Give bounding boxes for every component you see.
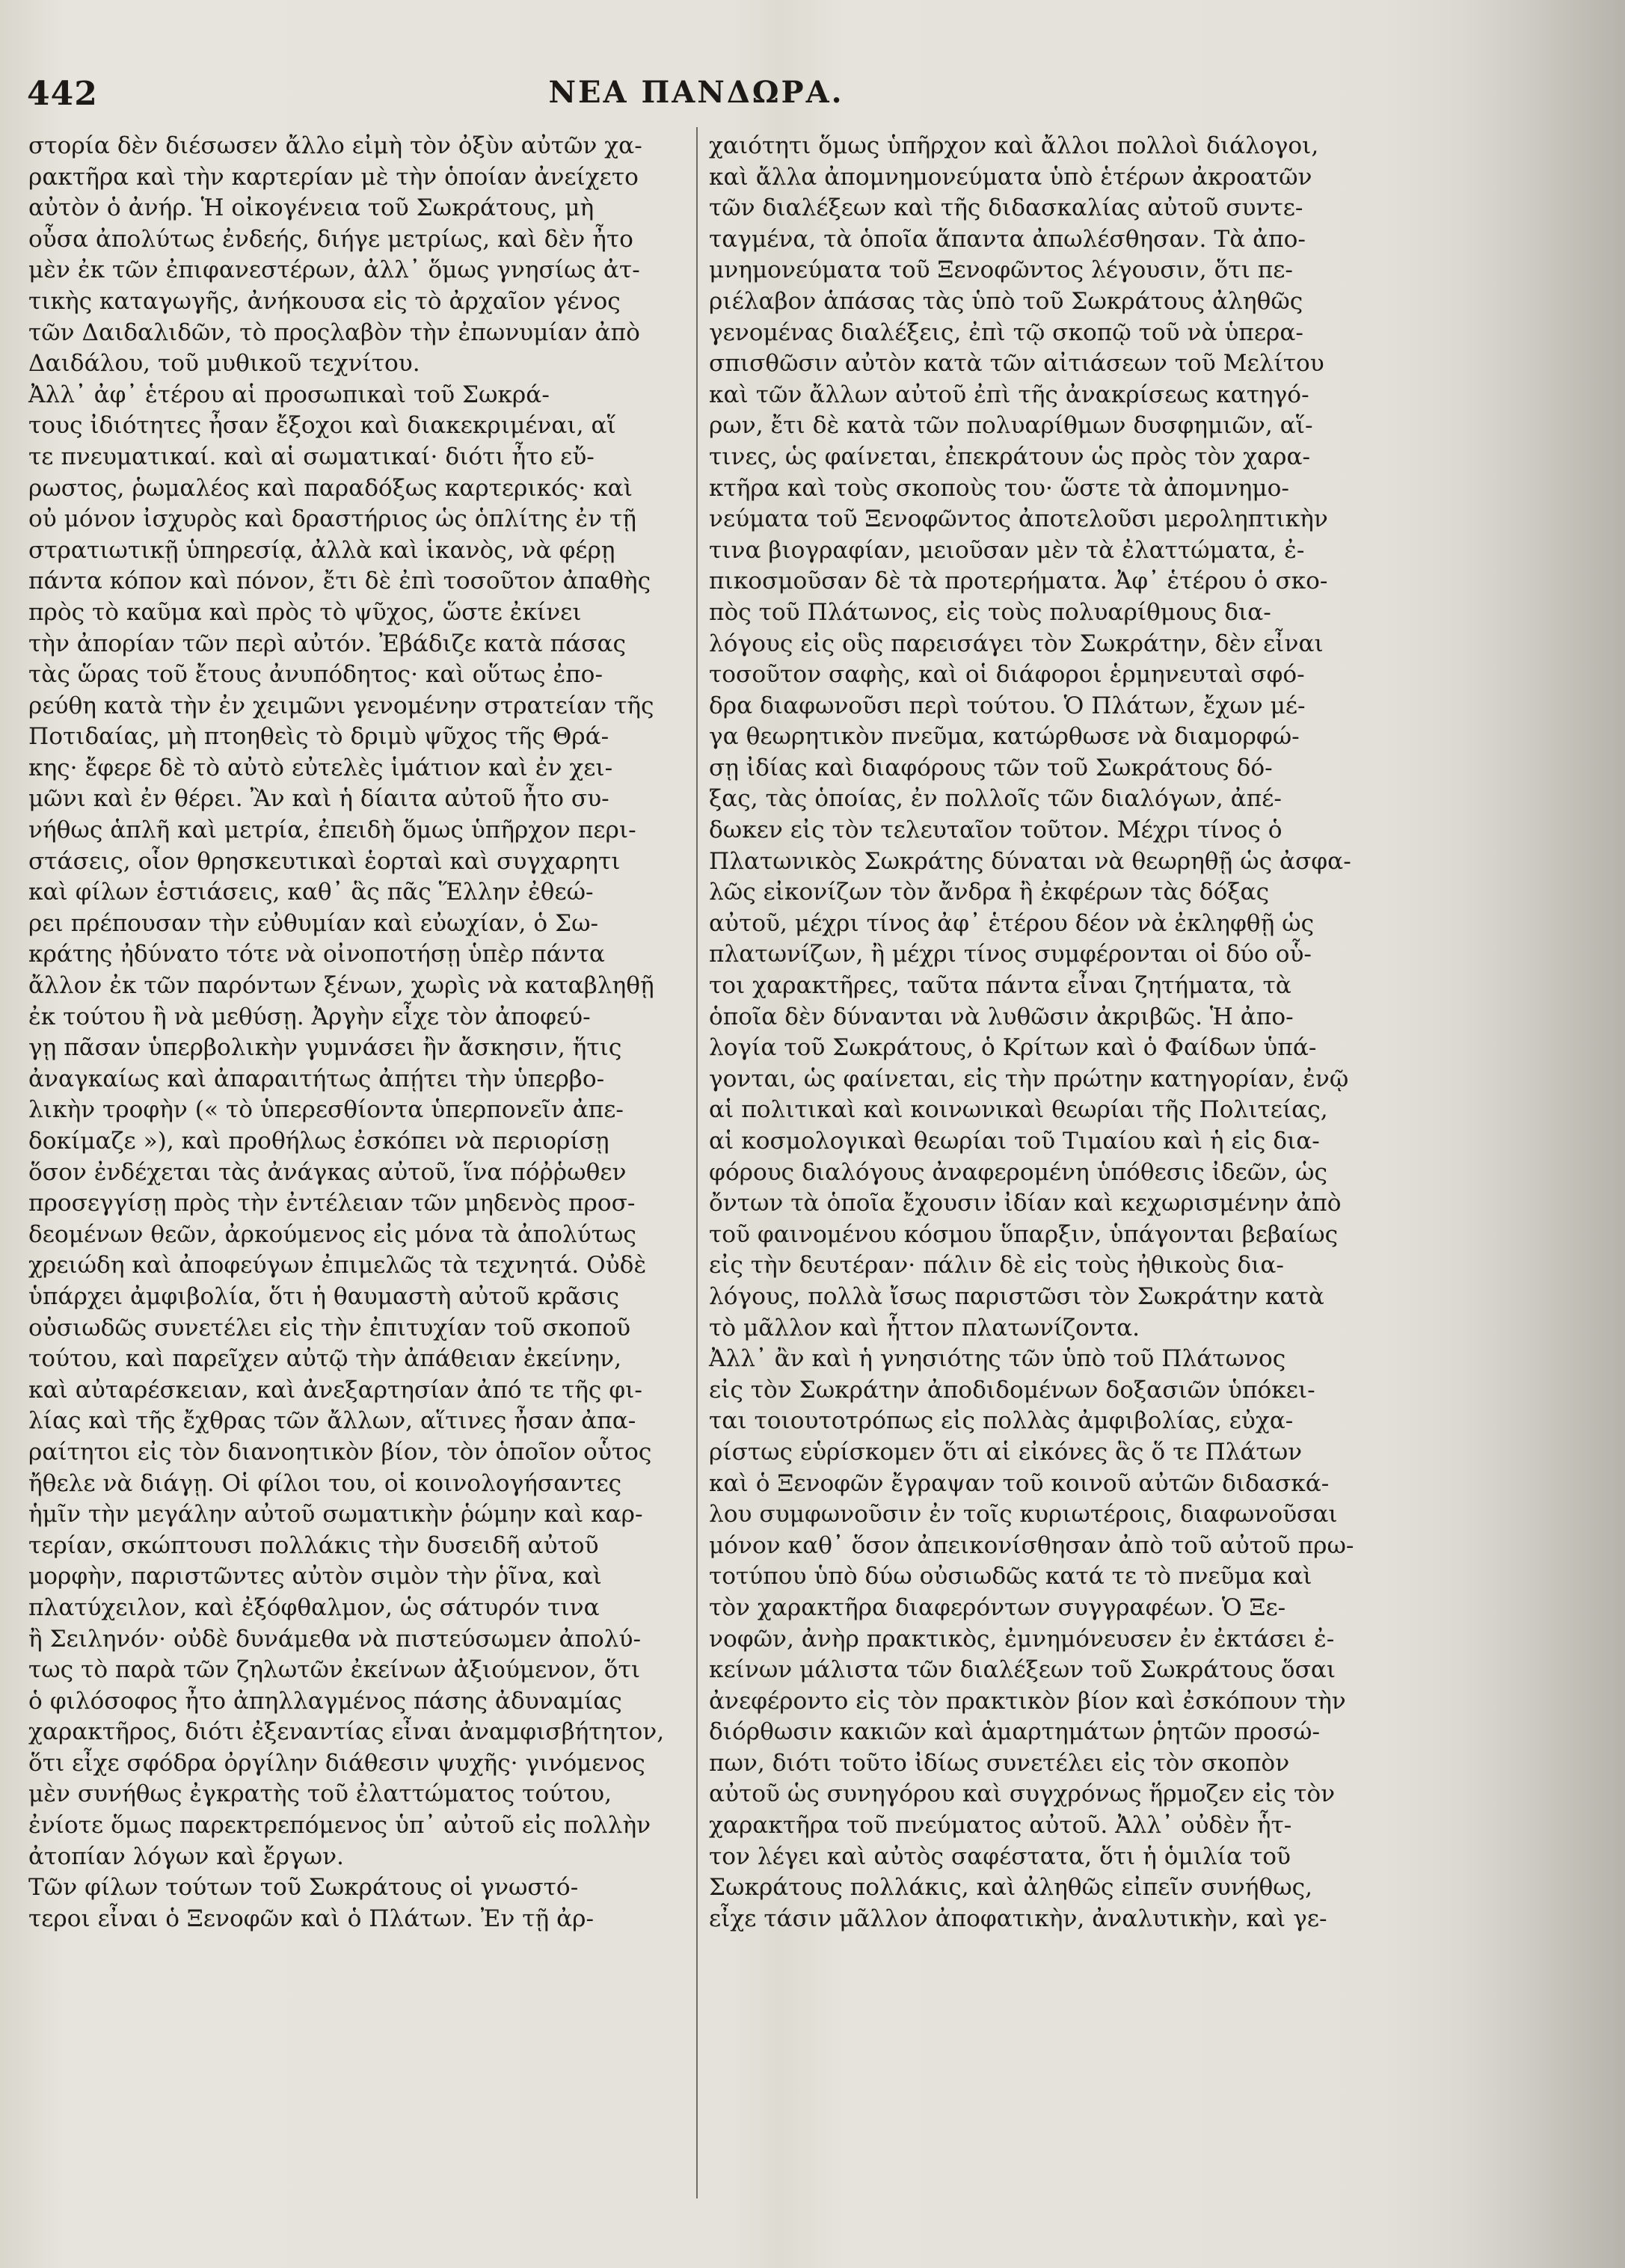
page-header [27,75,1366,120]
page-number: 442 [27,75,98,113]
page-edge-shadow [1378,0,1625,2268]
running-title: ΝΕΑ ΠΑΝΔΩΡΑ. [548,75,844,110]
right-paragraph-2: Ἀλλ᾽ ἂν καὶ ἡ γνησιότης τῶν ὑπὸ τοῦ Πλάτωνος εἰς τὸν Σωκράτην ἀποδιδομένων δοξασιῶν ὑπόκει- ται τοιουτοτρόπως εἰς πολλὰς ἀμφιβολίας, εὐχα- ρίστως εὑρίσκομεν ὅτι αἱ εἰκόνες ἃς ὅ τε Πλάτων καὶ ὁ Ξενοφῶν ἔγραψαν τοῦ κοινοῦ αὐτῶν διδασκά- λου συμφωνοῦσιν ἐν τοῖς κυριωτέροις, διαφωνοῦσαι μόνον καθ᾽ ὅσον ἀπεικονίσθησαν ἀπὸ τοῦ αὐτοῦ πρω- τοτύπου ὑπὸ δύω οὐσιωδῶς κατά τε τὸ πνεῦμα καὶ τὸν χαρακτῆρα διαφερόντων συγγραφέων. Ὁ Ξε- νοφῶν, ἀνὴρ πρακτικὸς, ἐμνημόνευσεν ἐν ἐκτάσει ἐ- κείνων μάλιστα τῶν διαλέξεων τοῦ Σωκράτους ὅσαι ἀνεφέροντο εἰς τὸν πρακτικὸν βίον καὶ ἐσκόπουν τὴν διόρθωσιν κακιῶν καὶ ἁμαρτημάτων ῥητῶν προσώ- πων, διότι τοῦτο ἰδίως συνετέλει εἰς τὸν σκοπὸν αὐτοῦ ὡς συνηγόρου καὶ συγχρόνως ἥρμοζεν εἰς τὸν χαρακτῆρα τοῦ πνεύματος αὐτοῦ. Ἀλλ᾽ οὐδὲν ἧτ- τον λέγει καὶ αὐτὸς σαφέστατα, ὅτι ἡ ὁμιλία τοῦ Σωκράτους πολλάκις, καὶ ἀληθῶς εἰπεῖν συνήθως, εἶχε τάσιν μᾶλλον ἀποφατικὴν, ἀναλυτικὴν, καὶ γε- [709,1345,1354,1932]
left-paragraph-1: στορία δὲν διέσωσεν ἄλλο εἰμὴ τὸν ὀξὺν αὐτῶν χα- ρακτῆρα καὶ τὴν καρτερίαν μὲ τὴν ὁποίαν ἀνείχετο αὐτὸν ὁ ἀνήρ. Ἡ οἰκογένεια τοῦ Σωκράτους, μὴ οὖσα ἀπολύτως ἐνδεής, διήγε μετρίως, καὶ δὲν ἦτο μὲν ἐκ τῶν ἐπιφανεστέρων, ἀλλ᾽ ὅμως γνησίως ἀτ- τικὴς καταγωγῆς, ἀνήκουσα εἰς τὸ ἀρχαῖον γένος τῶν Δαιδαλιδῶν, τὸ προςλαβὸν τὴν ἐπωνυμίαν ἀπὸ Δαιδάλου, τοῦ μυθικοῦ τεχνίτου. [28,132,642,378]
left-column [28,131,686,1934]
right-column [709,131,1360,1934]
right-paragraph-1: χαιότητι ὅμως ὑπῆρχον καὶ ἄλλοι πολλοὶ διάλογοι, καὶ ἄλλα ἀπομνημονεύματα ὑπὸ ἑτέρων ἀκροατῶν τῶν διαλέξεων καὶ τῆς διδασκαλίας αὐτοῦ συντε- ταγμένα, τὰ ὁποῖα ἅπαντα ἀπωλέσθησαν. Τὰ ἀπο- μνημονεύματα τοῦ Ξενοφῶντος λέγουσιν, ὅτι πε- ριέλαβον ἁπάσας τὰς ὑπὸ τοῦ Σωκράτους ἀληθῶς γενομένας διαλέξεις, ἐπὶ τῷ σκοπῷ τοῦ νὰ ὑπερα- σπισθῶσιν αὐτὸν κατὰ τῶν αἰτιάσεων τοῦ Μελίτου καὶ τῶν ἄλλων αὐτοῦ ἐπὶ τῆς ἀνακρίσεως κατηγό- ρων, ἔτι δὲ κατὰ τῶν πολυαρίθμων δυσφημιῶν, αἵ- τινες, ὡς φαίνεται, ἐπεκράτουν ὡς πρὸς τὸν χαρα- κτῆρα καὶ τοὺς σκοποὺς του· ὥστε τὰ ἀπομνημο- νεύματα τοῦ Ξενοφῶντος ἀποτελοῦσι μεροληπτικὴν τινα βιογραφίαν, μειοῦσαν μὲν τὰ ἐλαττώματα, ἐ- πικοσμοῦσαν δὲ τὰ προτερήματα. Ἀφ᾽ ἑτέρου ὁ σκο- πὸς τοῦ Πλάτωνος, εἰς τοὺς πολυαρίθμους δια- λόγους εἰς οὓς παρεισάγει τὸν Σωκράτην, δὲν εἶναι τοσοῦτον σαφὴς, καὶ οἱ διάφοροι ἑρμηνευταὶ σφό- δρα διαφωνοῦσι περὶ τούτου. Ὁ Πλάτων, ἔχων μέ- γα θεωρητικὸν πνεῦμα, κατώρθωσε νὰ διαμορφώ- σῃ ἰδίας καὶ διαφόρους τῶν τοῦ Σωκράτους δό- ξας, τὰς ὁποίας, ἐν πολλοῖς τῶν διαλόγων, ἀπέ- δωκεν εἰς τὸν τελευταῖον τοῦτον. Μέχρι τίνος ὁ Πλατωνικὸς Σωκράτης δύναται νὰ θεωρηθῇ ὡς ἀσφα- λῶς εἰκονίζων τὸν ἄνδρα ἢ ἐκφέρων τὰς δόξας αὐτοῦ, μέχρι τίνος ἀφ᾽ ἑτέρου δέον νὰ ἐκληφθῇ ὡς πλατωνίζων, ἢ μέχρι τίνος συμφέρονται οἱ δύο οὗ- τοι χαρακτῆρες, ταῦτα πάντα εἶναι ζητήματα, τὰ ὁποῖα δὲν δύνανται νὰ λυθῶσιν ἀκριβῶς. Ἡ ἀπο- λογία τοῦ Σωκράτους, ὁ Κρίτων καὶ ὁ Φαίδων ὑπά- γονται, ὡς φαίνεται, εἰς τὴν πρώτην κατηγορίαν, ἐνῷ αἱ πολιτικαὶ καὶ κοινωνικαὶ θεωρίαι τῆς Πολιτείας, αἱ κοσμολογικαὶ θεωρίαι τοῦ Τιμαίου καὶ ἡ εἰς δια- φόρους διαλόγους ἀναφερομένη ὑπόθεσις ἰδεῶν, ὡς ὄντων τὰ ὁποῖα ἔχουσιν ἰδίαν καὶ κεχωρισμένην ἀπὸ τοῦ φαινομένου κόσμου ὕπαρξιν, ὑπάγονται βεβαίως εἰς τὴν δευτέραν· πάλιν δὲ εἰς τοὺς ἠθικοὺς δια- λόγους, πολλὰ ἴσως παριστῶσι τὸν Σωκράτην κατὰ τὸ μᾶλλον καὶ ἧττον πλατωνίζοντα. [709,132,1351,1342]
left-paragraph-2: Ἀλλ᾽ ἀφ᾽ ἑτέρου αἱ προσωπικαὶ τοῦ Σωκρά- τους ἰδιότητες ἦσαν ἔξοχοι καὶ διακεκριμέναι, αἵ τε πνευματικαί. καὶ αἱ σωματικαί· διότι ἦτο εὔ- ρωστος, ῥωμαλέος καὶ παραδόξως καρτερικός· καὶ οὐ μόνον ἰσχυρὸς καὶ δραστήριος ὡς ὁπλίτης ἐν τῇ στρατιωτικῇ ὑπηρεσίᾳ, ἀλλὰ καὶ ἱκανὸς, νὰ φέρῃ πάντα κόπον καὶ πόνον, ἔτι δὲ ἐπὶ τοσοῦτον ἀπαθὴς πρὸς τὸ καῦμα καὶ πρὸς τὸ ψῦχος, ὥστε ἐκίνει τὴν ἀπορίαν τῶν περὶ αὐτόν. Ἐβάδιζε κατὰ πάσας τὰς ὥρας τοῦ ἔτους ἀνυπόδητος· καὶ οὕτως ἐπο- ρεύθη κατὰ τὴν ἐν χειμῶνι γενομένην στρατείαν τῆς Ποτιδαίας, μὴ πτοηθεὶς τὸ δριμὺ ψῦχος τῆς Θρά- κης· ἔφερε δὲ τὸ αὐτὸ εὐτελὲς ἱμάτιον καὶ ἐν χει- μῶνι καὶ ἐν θέρει. Ἂν καὶ ἡ δίαιτα αὐτοῦ ἦτο συ- νήθως ἁπλῆ καὶ μετρία, ἐπειδὴ ὅμως ὑπῆρχον περι- στάσεις, οἷον θρησκευτικαὶ ἑορταὶ καὶ συγχαρητι καὶ φίλων ἑστιάσεις, καθ᾽ ἃς πᾶς Ἕλλην ἐθεώ- ρει πρέπουσαν τὴν εὐθυμίαν καὶ εὐωχίαν, ὁ Σω- κράτης ἠδύνατο τότε νὰ οἰνοποτήσῃ ὑπὲρ πάντα ἄλλον ἐκ τῶν παρόντων ξένων, χωρὶς νὰ καταβληθῇ ἐκ τούτου ἢ νὰ μεθύσῃ. Ἀργὴν εἶχε τὸν ἀποφεύ- γῃ πᾶσαν ὑπερβολικὴν γυμνάσει ἢν ἄσκησιν, ἥτις ἀναγκαίως καὶ ἀπαραιτήτως ἀπῄτει τὴν ὑπερβο- λικὴν τροφὴν (« τὸ ὑπερεσθίοντα ὑπερπονεῖν ἀπε- δοκίμαζε »), καὶ προθήλως ἐσκόπει νὰ περιορίσῃ ὅσον ἐνδέχεται τὰς ἀνάγκας αὐτοῦ, ἵνα πόῤῥωθεν προσεγγίσῃ πρὸς τὴν ἐντέλειαν τῶν μηδενὸς προσ- δεομένων θεῶν, ἀρκούμενος εἰς μόνα τὰ ἀπολύτως χρειώδη καὶ ἀποφεύγων ἐπιμελῶς τὰ τεχνητά. Οὐδὲ ὑπάρχει ἀμφιβολία, ὅτι ἡ θαυμαστὴ αὐτοῦ κρᾶσις οὐσιωδῶς συνετέλει εἰς τὴν ἐπιτυχίαν τοῦ σκοποῦ τούτου, καὶ παρεῖχεν αὐτῷ τὴν ἀπάθειαν ἐκείνην, καὶ αὐταρέσκειαν, καὶ ἀνεξαρτησίαν ἀπό τε τῆς φι- λίας καὶ τῆς ἔχθρας τῶν ἄλλων, αἵτινες ἦσαν ἀπα- ραίτητοι εἰς τὸν διανοητικὸν βίον, τὸν ὁποῖον οὗτος ἤθελε νὰ διάγῃ. Οἱ φίλοι του, οἱ κοινολογήσαντες ἡμῖν τὴν μεγάλην αὐτοῦ σωματικὴν ῥώμην καὶ καρ- τερίαν, σκώπτουσι πολλάκις τὴν δυσειδῆ αὐτοῦ μορφὴν, παριστῶντες αὐτὸν σιμὸν τὴν ῥῖνα, καὶ πλατύχειλον, καὶ ἐξόφθαλμον, ὡς σάτυρόν τινα ἢ Σειληνόν· οὐδὲ δυνάμεθα νὰ πιστεύσωμεν ἀπολύ- τως τὸ παρὰ τῶν ζηλωτῶν ἐκείνων ἀξιούμενον, ὅτι ὁ φιλόσοφος ἦτο ἀπηλλαγμένος πάσης ἀδυναμίας χαρακτῆρος, διότι ἐξεναντίας εἶναι ἀναμφισβήτητον, ὅτι εἶχε σφόδρα ὀργίλην διάθεσιν ψυχῆς· γινόμενος μὲν συνήθως ἐγκρατὴς τοῦ ἐλαττώματος τούτου, ἐνίοτε ὅμως παρεκτρεπόμενος ὑπ᾽ αὐτοῦ εἰς πολλὴν ἀτοπίαν λόγων καὶ ἔργων. [28,381,665,1870]
left-paragraph-3: Τῶν φίλων τούτων τοῦ Σωκράτους οἱ γνωστό- τεροι εἶναι ὁ Ξενοφῶν καὶ ὁ Πλάτων. Ἐν τῇ ἀρ- [28,1874,595,1932]
column-divider [696,127,698,2198]
